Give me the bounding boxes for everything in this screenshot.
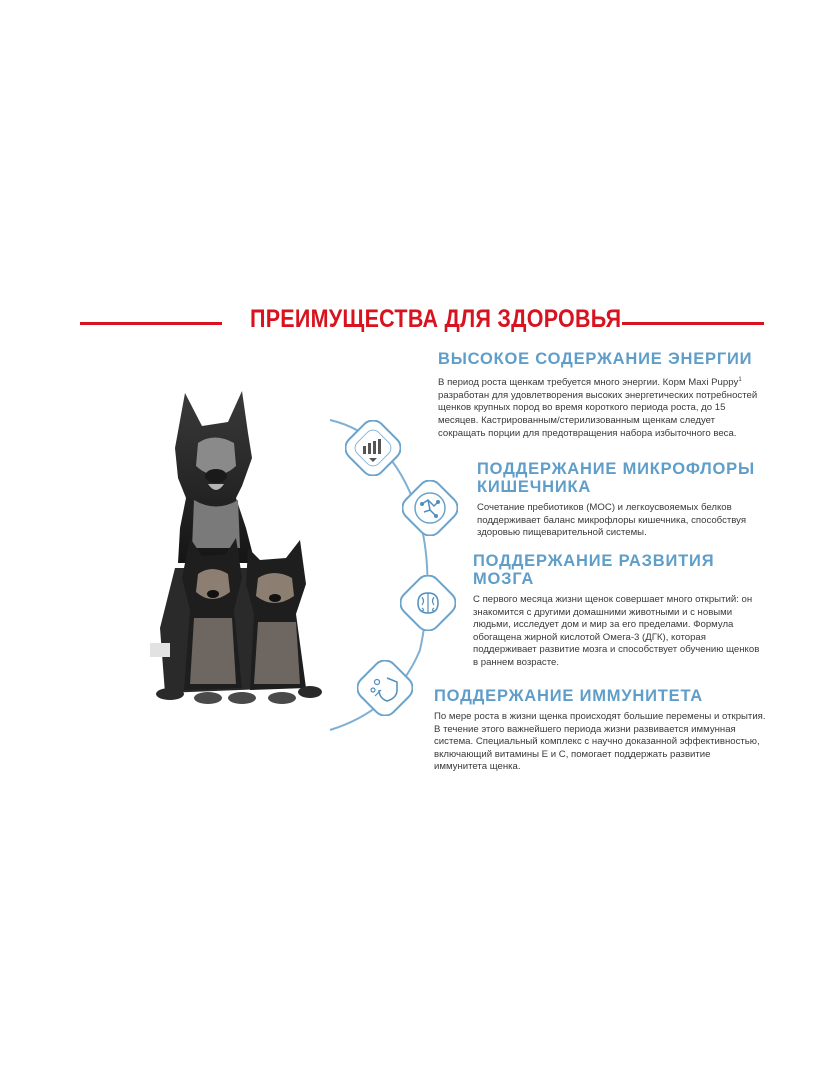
section-brain	[473, 552, 763, 670]
gut-microflora-icon	[402, 480, 458, 536]
title-row	[0, 303, 840, 343]
section-microflora-title	[477, 460, 767, 496]
title-rule-left	[80, 322, 222, 325]
dogs-illustration	[150, 388, 325, 713]
section-microflora-title-line1: ПОДДЕРЖАНИЕ МИКРОФЛОРЫ	[477, 460, 755, 478]
section-energy-body-rest: разработан для удовлетворения высоких энергетических потребностей щенков крупных пород во время короткого периода роста, до 15 месяцев. Кастрированным/стерилизованным щенкам следует сокращать порции для предотвращения набора избыточного веса.	[438, 389, 758, 439]
section-brain-body: С первого месяца жизни щенок совершает много открытий: он знакомится с другими домашними животными и с новыми людьми, исследует дом и мир за его пределами. Формула обогащена жирной кислотой Омега-3 (ДГК), которая поддерживает развитие мозга и способствует обучению щенков в раннем возрасте.	[473, 594, 760, 668]
section-brain-title	[473, 552, 763, 588]
section-brain-title-line2: МОЗГА	[473, 570, 535, 588]
section-immunity-body: По мере роста в жизни щенка происходят большие перемены и открытия. В течение этого важнейшего периода жизни развивается иммунная система. Специальный комплекс с научно доказанной эффективностью, включающий витамины Е и С, помогает поддержать развитие иммунитета щенка.	[434, 711, 766, 773]
section-energy-title: ВЫСОКОЕ СОДЕРЖАНИЕ ЭНЕРГИИ	[438, 350, 753, 368]
title-rule-right	[622, 322, 764, 325]
section-microflora-body: Сочетание пребиотиков (МОС) и легкоусвояемых белков поддерживает баланс микрофлоры кишечника, способствуя здоровью пищеварительной системы.	[477, 502, 747, 539]
section-immunity-title: ПОДДЕРЖАНИЕ ИММУНИТЕТА	[434, 687, 703, 705]
section-microflora-title-line2: КИШЕЧНИКА	[477, 478, 592, 496]
brain-icon	[400, 575, 456, 631]
footnote-mark: 1	[738, 377, 742, 383]
immunity-shield-icon	[357, 660, 413, 716]
section-energy	[438, 350, 760, 440]
energy-bars-icon	[345, 420, 401, 476]
section-energy-body	[438, 374, 760, 440]
section-energy-body-main: В период роста щенкам требуется много энергии. Корм Maxi Puppy	[438, 377, 739, 389]
section-brain-title-line1: ПОДДЕРЖАНИЕ РАЗВИТИЯ	[473, 552, 715, 570]
section-immunity	[434, 687, 766, 774]
page-title: ПРЕИМУЩЕСТВА ДЛЯ ЗДОРОВЬЯ	[250, 305, 622, 333]
section-microflora	[477, 460, 767, 540]
